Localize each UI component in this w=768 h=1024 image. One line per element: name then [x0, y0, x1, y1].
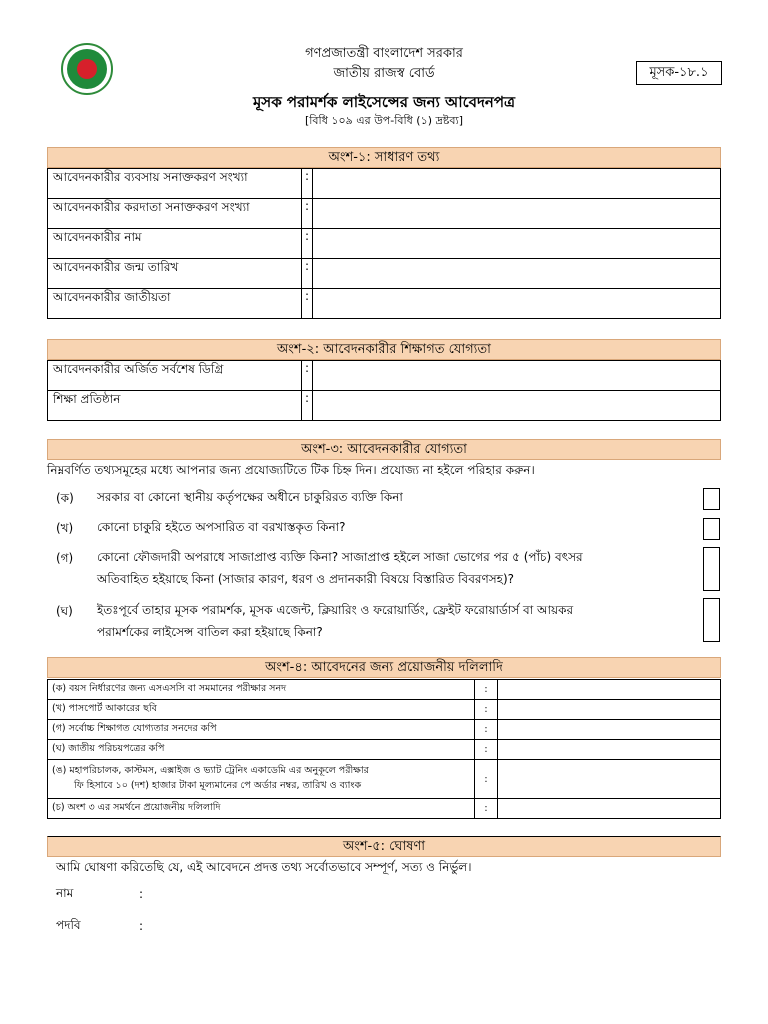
row-colon: : [302, 229, 313, 259]
checkbox-convicted[interactable] [703, 547, 720, 591]
designation-colon: : [139, 919, 144, 933]
institution-field[interactable] [313, 391, 721, 421]
row-colon: : [302, 259, 313, 289]
section4-title: অংশ-৪: আবেদনের জন্য প্রয়োজনীয় দলিলাদি [47, 657, 721, 678]
table-row [48, 720, 721, 740]
row-colon: : [302, 391, 313, 421]
section3-instruction: নিম্নবর্ণিত তথ্যসমূহের মধ্যে আপনার জন্য প্রযোজ্যটিতে টিক চিহ্ন দিন। প্রযোজ্য না হইলে পরিহার করুন। [47, 463, 535, 477]
birth-date-field[interactable] [313, 259, 721, 289]
business-id-field[interactable] [313, 169, 721, 199]
doc-label-line1: (ঙ) মহাপরিচালক, কাস্টমস, এক্সাইজ ও ভ্যাট ট্রেনিং একাডেমি এর অনুকূলে পরীক্ষার [52, 765, 369, 776]
form-title: মূসক পরামর্শক লাইসেন্সের জন্য আবেদনপত্র [252, 93, 516, 111]
checkbox-dismissed[interactable] [703, 518, 720, 540]
row-label: আবেদনকারীর অর্জিত সর্বশেষ ডিগ্রি [48, 361, 302, 391]
doc-label [48, 760, 475, 799]
section2-title: অংশ-২: আবেদনকারীর শিক্ষাগত যোগ্যতা [47, 339, 721, 360]
row-label: আবেদনকারীর করদাতা সনাক্তকরণ সংখ্যা [48, 199, 302, 229]
pay-order-field[interactable] [498, 760, 721, 799]
row-label: আবেদনকারীর জাতীয়তা [48, 289, 302, 319]
section5-title: অংশ-৫: ঘোষণা [47, 836, 721, 857]
table-row [48, 799, 721, 819]
item-number: (ক) [56, 491, 74, 505]
row-colon: : [302, 169, 313, 199]
table-row [48, 680, 721, 700]
row-label: আবেদনকারীর জন্ম তারিখ [48, 259, 302, 289]
row-label: শিক্ষা প্রতিষ্ঠান [48, 391, 302, 421]
row-colon: : [302, 199, 313, 229]
item-number: (খ) [56, 521, 74, 535]
doc-label: (চ) অংশ ৩ এর সমর্থনে প্রয়োজনীয় দলিলাদি [48, 799, 475, 819]
form-number-badge: মূসক-১৮.১ [636, 61, 722, 85]
section4-table [47, 679, 721, 819]
item-text: সরকার বা কোনো স্থানীয় কর্তৃপক্ষের অধীনে চাকুরিরত ব্যক্তি কিনা [97, 490, 403, 504]
item-text: ইতঃপূর্বে তাহার মূসক পরামর্শক, মূসক এজেন্ট, ক্লিয়ারিং ও ফরোয়ার্ডিং, ফ্রেইট ফরোয়ার্ডার্স বা আয়কর [97, 603, 574, 617]
table-row [48, 740, 721, 760]
declaration-text: আমি ঘোষণা করিতেছি যে, এই আবেদনে প্রদত্ত তথ্য সর্বোতভাবে সম্পূর্ণ, সত্য ও নির্ভুল। [56, 860, 472, 874]
section3-title: অংশ-৩: আবেদনকারীর যোগ্যতা [47, 439, 721, 460]
checkbox-license-cancelled[interactable] [703, 598, 720, 642]
item-text-line2: অতিবাহিত হইয়াছে কিনা (সাজার কারণ, ধরণ ও প্রদানকারী বিষয়ে বিস্তারিত বিবরণসহ)? [97, 572, 515, 586]
row-colon: : [475, 799, 498, 819]
item-text: কোনো চাকুরি হইতে অপসারিত বা বরখাস্তকৃত কিনা? [97, 520, 346, 534]
table-row [48, 199, 721, 229]
row-colon: : [475, 740, 498, 760]
table-row [48, 169, 721, 199]
board-name: জাতীয় রাজস্ব বোর্ড [333, 66, 435, 81]
section1-title: অংশ-১: সাধারণ তথ্য [47, 147, 721, 168]
checkbox-employed[interactable] [703, 488, 720, 510]
photo-field[interactable] [498, 700, 721, 720]
item-text-line2: পরামর্শকের লাইসেন্স বাতিল করা হইয়াছে কিনা? [97, 625, 323, 639]
ssc-certificate-field[interactable] [498, 680, 721, 700]
row-colon: : [475, 760, 498, 799]
education-certificate-field[interactable] [498, 720, 721, 740]
degree-field[interactable] [313, 361, 721, 391]
designation-field[interactable] [150, 916, 450, 934]
row-colon: : [302, 289, 313, 319]
table-row [48, 391, 721, 421]
doc-label: (খ) পাসপোর্ট আকারের ছবি [48, 700, 475, 720]
nationality-field[interactable] [313, 289, 721, 319]
table-row [48, 700, 721, 720]
doc-label-line2: ফি হিসাবে ১০ (দশ) হাজার টাকা মূল্যমানের পে অর্ডার নম্বর, তারিখ ও ব্যাংক [74, 780, 362, 791]
row-colon: : [475, 700, 498, 720]
row-label: আবেদনকারীর নাম [48, 229, 302, 259]
govt-name: গণপ্রজাতন্ত্রী বাংলাদেশ সরকার [305, 46, 463, 61]
row-colon: : [302, 361, 313, 391]
row-colon: : [475, 680, 498, 700]
table-row [48, 259, 721, 289]
table-row [48, 289, 721, 319]
table-row [48, 361, 721, 391]
section1-table [47, 168, 721, 319]
row-label: আবেদনকারীর ব্যবসায় সনাক্তকরণ সংখ্যা [48, 169, 302, 199]
applicant-name-field[interactable] [313, 229, 721, 259]
item-number: (গ) [56, 551, 74, 565]
doc-label: (গ) সর্বোচ্চ শিক্ষাগত যোগ্যতার সনদের কপি [48, 720, 475, 740]
table-row [48, 760, 721, 799]
table-row [48, 229, 721, 259]
section2-table [47, 360, 721, 421]
nid-copy-field[interactable] [498, 740, 721, 760]
declarant-name-field[interactable] [150, 884, 450, 902]
supporting-docs-field[interactable] [498, 799, 721, 819]
doc-label: (ক) বয়স নির্ধারণের জন্য এসএসসি বা সমমানের পরীক্ষার সনদ [48, 680, 475, 700]
name-colon: : [139, 887, 144, 901]
tax-id-field[interactable] [313, 199, 721, 229]
form-subtitle: [বিধি ১০৯ এর উপ-বিধি (১) দ্রষ্টব্য] [304, 114, 464, 127]
name-label: নাম [56, 886, 74, 900]
row-colon: : [475, 720, 498, 740]
designation-label: পদবি [56, 918, 81, 932]
item-text: কোনো ফৌজদারী অপরাধে সাজাপ্রাপ্ত ব্যক্তি কিনা? সাজাপ্রাপ্ত হইলে সাজা ভোগের পর ৫ (পাঁচ) বৎসর [97, 550, 583, 564]
item-number: (ঘ) [56, 604, 73, 618]
doc-label: (ঘ) জাতীয় পরিচয়পত্রের কপি [48, 740, 475, 760]
